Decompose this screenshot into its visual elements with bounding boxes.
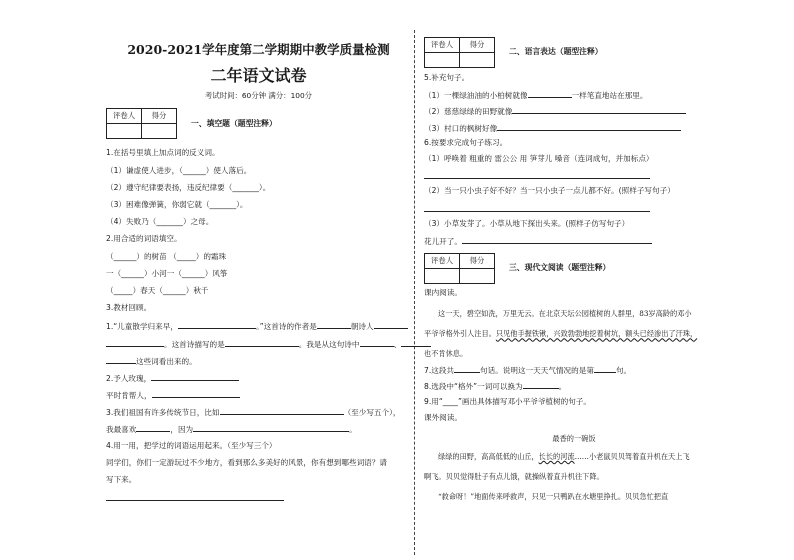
q6-answer-1 (424, 170, 724, 186)
q2-prompt: 2.用合适的词语填空。 (106, 234, 182, 244)
q1-item-2: （2）遵守纪律要表扬，违反纪律要（_______）。 (106, 182, 271, 192)
page-divider (414, 30, 415, 555)
reviewer-label: 评卷人 (107, 109, 142, 124)
section1-header (106, 108, 411, 139)
q6-line-6: 花儿开了。 (424, 235, 724, 251)
reviewer-cell (107, 124, 142, 139)
exam-info: 考试时间：60分钟 满分：100分 (204, 91, 313, 101)
passage-1-line-2c: 也不肯休息。 (424, 349, 468, 359)
q3-line-6: 3.我们祖国有许多传统节日，比如 （至少写五个）， (106, 408, 401, 418)
reviewer-cell (425, 53, 460, 68)
q2-item-3: （_____）春天（______）秋千 (106, 285, 209, 295)
section3-header (424, 253, 724, 284)
q3-line-1: 1.“儿童散学归来早， 。”这首诗的作者是 朝诗人 (106, 320, 411, 337)
score-label: 得分 (460, 254, 495, 269)
q1-prompt: 1.在括号里填上加点词的反义词。 (106, 148, 220, 158)
q6-line-5: （3）小草发芽了。小草从地下探出头来。(照样子仿写句子） (424, 218, 630, 228)
q3-line-2: 。这首诗描写的是 。我是从这句诗中 、 (106, 338, 411, 355)
score-label: 得分 (142, 109, 177, 124)
q9: 9.用“____”画出具体描写邓小平爷爷植树的句子。 (424, 396, 591, 406)
passage-2-wavy-phrase: 长长的河流 (538, 452, 575, 461)
passage-2-line-2: 啊飞。贝贝觉得肚子有点儿饿，就操纵着直升机往下降。 (424, 472, 604, 481)
q6-line-1: （1）呼唤着 粗重的 雷公公 用 笋芽儿 嗓音（连词成句，并加标点） (424, 153, 654, 163)
q4-line-1: 同学们，你们一定游玩过不少地方，看到那么多美好的风景，你有想到哪些词语？请 (106, 457, 387, 467)
q3-line-3: 这些词看出来的。 (106, 355, 411, 372)
exam-title: 2020-2021学年度第二学期期中教学质量检测 (127, 42, 390, 57)
q4-answer-line (106, 492, 411, 509)
section1-heading: 一、填空题（题型注释） (191, 118, 277, 128)
extra-reading-intro: 课外阅读。 (424, 412, 462, 422)
q3-line-4: 2.予人玫瑰， (106, 372, 411, 389)
q5-prompt: 5.补充句子。 (424, 73, 470, 82)
reading-intro: 课内阅读。 (424, 288, 462, 298)
score-cell (460, 269, 495, 284)
passage-1-wavy-sentence: 只见他手握铁锹，兴致勃勃地挖着树坑，额头已经渗出了汗珠， (495, 329, 698, 339)
passage-2-title: 最香的一碗饭 (552, 434, 596, 443)
q3-prompt: 3.教材回顾。 (106, 303, 152, 313)
score-cell (142, 124, 177, 139)
q2-item-2: 一（______）小河一（______）风筝 (106, 268, 228, 278)
score-box-3 (424, 253, 495, 284)
q5-line-3: （3）村口的枫树好像 (424, 122, 724, 138)
q3-line-7: 我最喜欢 ，因为 。 (106, 425, 357, 435)
q3-line-5: 平时肯帮人， (106, 389, 411, 406)
score-label: 得分 (460, 38, 495, 53)
reviewer-label: 评卷人 (425, 38, 460, 53)
section2-heading: 二、语言表达（题型注释） (509, 47, 603, 57)
exam-subtitle: 二年语文试卷 (210, 65, 307, 85)
q2-item-1: （______）的树苗 （_____）的霜珠 (106, 251, 227, 261)
q5-line-2: （2）慈慈绿绿的田野就像 (424, 105, 724, 121)
reviewer-cell (425, 269, 460, 284)
q6-prompt: 6.按要求完成句子练习。 (424, 137, 508, 147)
q6-line-3: （2）当一只小虫子好不好？当一只小虫子一点儿都不好。(照样子写句子） (424, 186, 675, 196)
section2-header (424, 37, 724, 68)
passage-2-line-3: “救命呀！”地面传来呼救声，只见一只鸭趴在水塘里挣扎。贝贝急忙把直 (438, 492, 669, 501)
q4-line-2: 写下来。 (106, 475, 137, 485)
left-column (106, 40, 411, 509)
q6-answer-2 (424, 203, 724, 219)
passage-1-line-1: 这一天，碧空如洗，万里无云。在北京天坛公园植树的人群里，83岁高龄的邓小 (438, 309, 692, 319)
right-column (424, 37, 724, 507)
passage-2: 最香的一碗饭 绿绿的田野，高高低低的山丘，长长的河流……小老鼠贝贝驾着直升机在天上飞 啊飞。贝贝觉得肚子有点儿饿，就操纵着直升机往下降。 “救命呀！”地面传来呼救声，只见一只鸭趴在水塘里挣扎。贝贝急忙把直 (424, 429, 724, 507)
score-box-1 (106, 108, 177, 139)
q1-item-3: （3）困难像弹簧，你弱它就（_______）。 (106, 200, 248, 210)
passage-1-line-2a: 平爷爷格外引人注目。 (424, 329, 496, 339)
q1-item-1: （1）谦虚使人进步，（______）使人落后。 (106, 165, 252, 175)
q4-prompt: 4.用一用，把学过的词语运用起来。（至少写三个） (106, 440, 277, 450)
q5-line-1: （1）一棵绿油油的小柏树就像 一样笔直地站在那里。 (424, 91, 648, 101)
q8: 8.选段中“格外”一词可以换为 。 (424, 382, 567, 392)
q1-item-4: （4）失败乃（_______）之母。 (106, 217, 214, 227)
q7: 7.这段共 句话。说明这一天天气情况的是第 句。 (424, 366, 632, 376)
section3-heading: 三、现代文阅读（题型注释） (509, 263, 611, 273)
passage-1 (424, 304, 724, 364)
score-box-2 (424, 37, 495, 68)
reviewer-label: 评卷人 (425, 254, 460, 269)
score-cell (460, 53, 495, 68)
